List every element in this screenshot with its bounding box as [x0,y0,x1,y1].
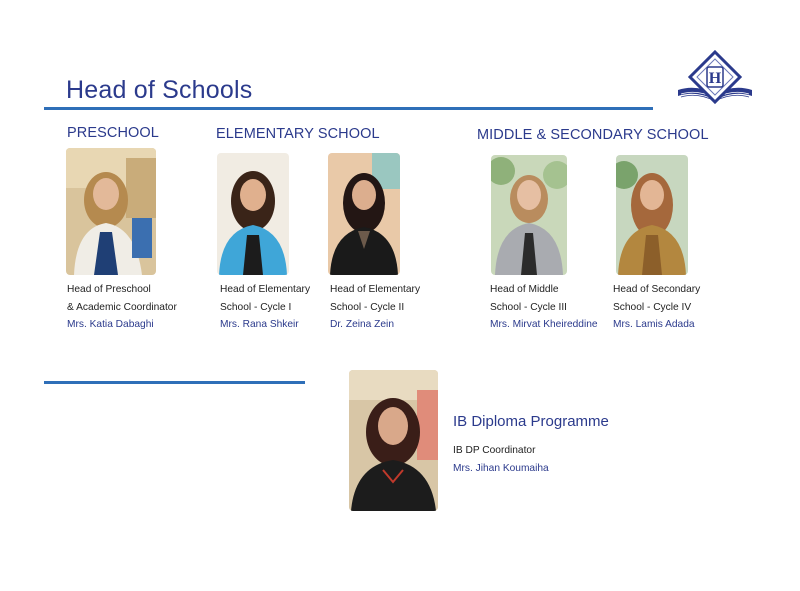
section-middle-secondary: MIDDLE & SECONDARY SCHOOL [477,127,709,143]
staff-role-line1: Head of Elementary [220,284,311,295]
school-crest-book-icon [676,50,754,110]
staff-caption [330,281,420,334]
staff-name: Mrs. Rana Shkeir [220,319,299,330]
staff-role-line1: Head of Preschool [67,284,151,295]
portrait-photo [349,370,438,511]
title-divider [44,107,653,110]
staff-role-line1: Head of Elementary [330,284,421,295]
staff-role-line2: School - Cycle III [490,301,567,313]
ib-role: IB DP Coordinator [453,445,536,456]
section-elementary: ELEMENTARY SCHOOL [216,126,380,142]
staff-role-line2: School - Cycle IV [613,301,692,313]
section-preschool: PRESCHOOL [67,125,159,141]
staff-caption [220,281,310,334]
portrait-photo [217,153,289,275]
ib-programme-title: IB Diploma Programme [453,413,609,430]
portrait-photo [328,153,400,275]
staff-role-line2: & Academic Coordinator [67,301,177,313]
ib-caption [453,442,549,477]
staff-name: Mrs. Lamis Adada [613,319,695,330]
staff-role-line2: School - Cycle II [330,301,405,313]
staff-role-line2: School - Cycle I [220,301,292,313]
portrait-photo [66,148,156,275]
staff-caption [67,281,177,334]
staff-caption [613,281,700,334]
staff-role-line1: Head of Middle [490,284,559,295]
staff-role-line1: Head of Secondary [613,284,701,295]
ib-name: Mrs. Jihan Koumaiha [453,462,549,474]
section-divider [44,381,305,384]
staff-caption [490,281,598,334]
staff-name: Dr. Zeina Zein [330,319,394,330]
portrait-photo [616,155,688,275]
page-title: Head of Schools [66,76,253,104]
portrait-photo [491,155,567,275]
logo-letter: H [708,70,722,87]
staff-name: Mrs. Katia Dabaghi [67,319,154,330]
staff-name: Mrs. Mirvat Kheireddine [490,319,598,330]
school-logo [676,50,754,110]
